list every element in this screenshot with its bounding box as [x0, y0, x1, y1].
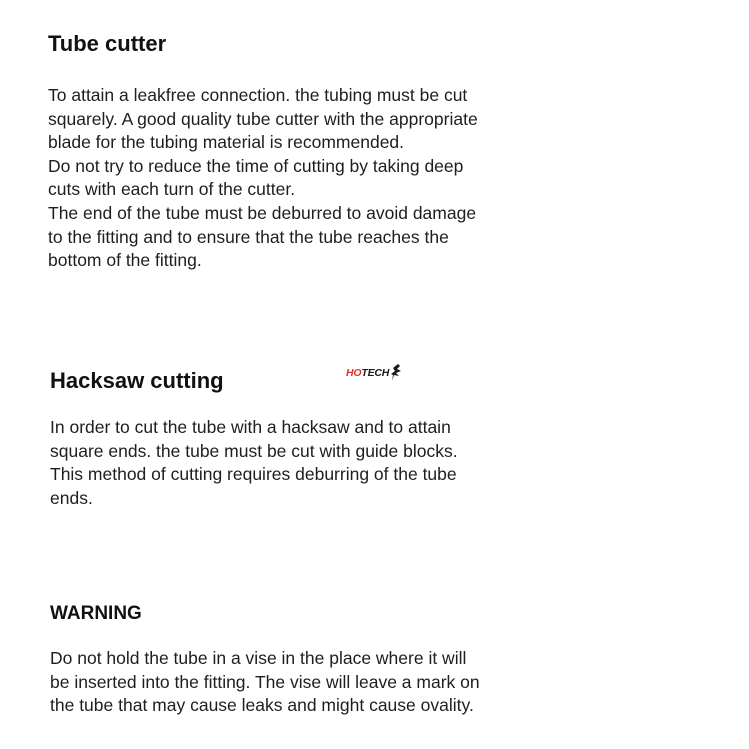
section-title-tube-cutter: Tube cutter	[48, 31, 167, 56]
section-body-tube-cutter	[48, 84, 562, 273]
section-title-hacksaw-cutting: Hacksaw cutting	[50, 368, 224, 393]
text-line: In order to cut the tube with a hacksaw and to attain	[50, 417, 451, 437]
text-line: The end of the tube must be deburred to avoid damage	[48, 202, 477, 223]
text-line: square ends. the tube must be cut with guide blocks.	[50, 440, 458, 461]
text-line: the tube that may cause leaks and might cause ovality.	[50, 695, 474, 716]
text-line: cuts with each turn of the cutter.	[48, 179, 296, 200]
text-line: bottom of the fitting.	[48, 250, 202, 271]
text-line: To attain a leakfree connection. the tubing must be cut	[48, 85, 468, 105]
text-line: ends.	[50, 487, 93, 508]
section-body-hacksaw-cutting	[50, 416, 564, 510]
hotech-watermark-logo	[346, 362, 404, 384]
text-line: squarely. A good quality tube cutter with the appropriate	[48, 108, 478, 129]
logo-wordmark: HOTECH	[346, 367, 390, 379]
text-line: to the fitting and to ensure that the tube reaches the	[48, 226, 449, 247]
text-line: Do not try to reduce the time of cutting by taking deep	[48, 155, 464, 176]
text-line: be inserted into the fitting. The vise will leave a mark on	[50, 671, 480, 692]
section-title-warning: WARNING	[50, 603, 142, 624]
text-line: This method of cutting requires deburring of the tube	[50, 464, 457, 485]
text-line: blade for the tubing material is recommended.	[48, 132, 405, 153]
text-line: Do not hold the tube in a vise in the place where it will	[50, 648, 467, 668]
leaping-figure-icon	[390, 363, 404, 383]
section-body-warning	[50, 647, 565, 718]
